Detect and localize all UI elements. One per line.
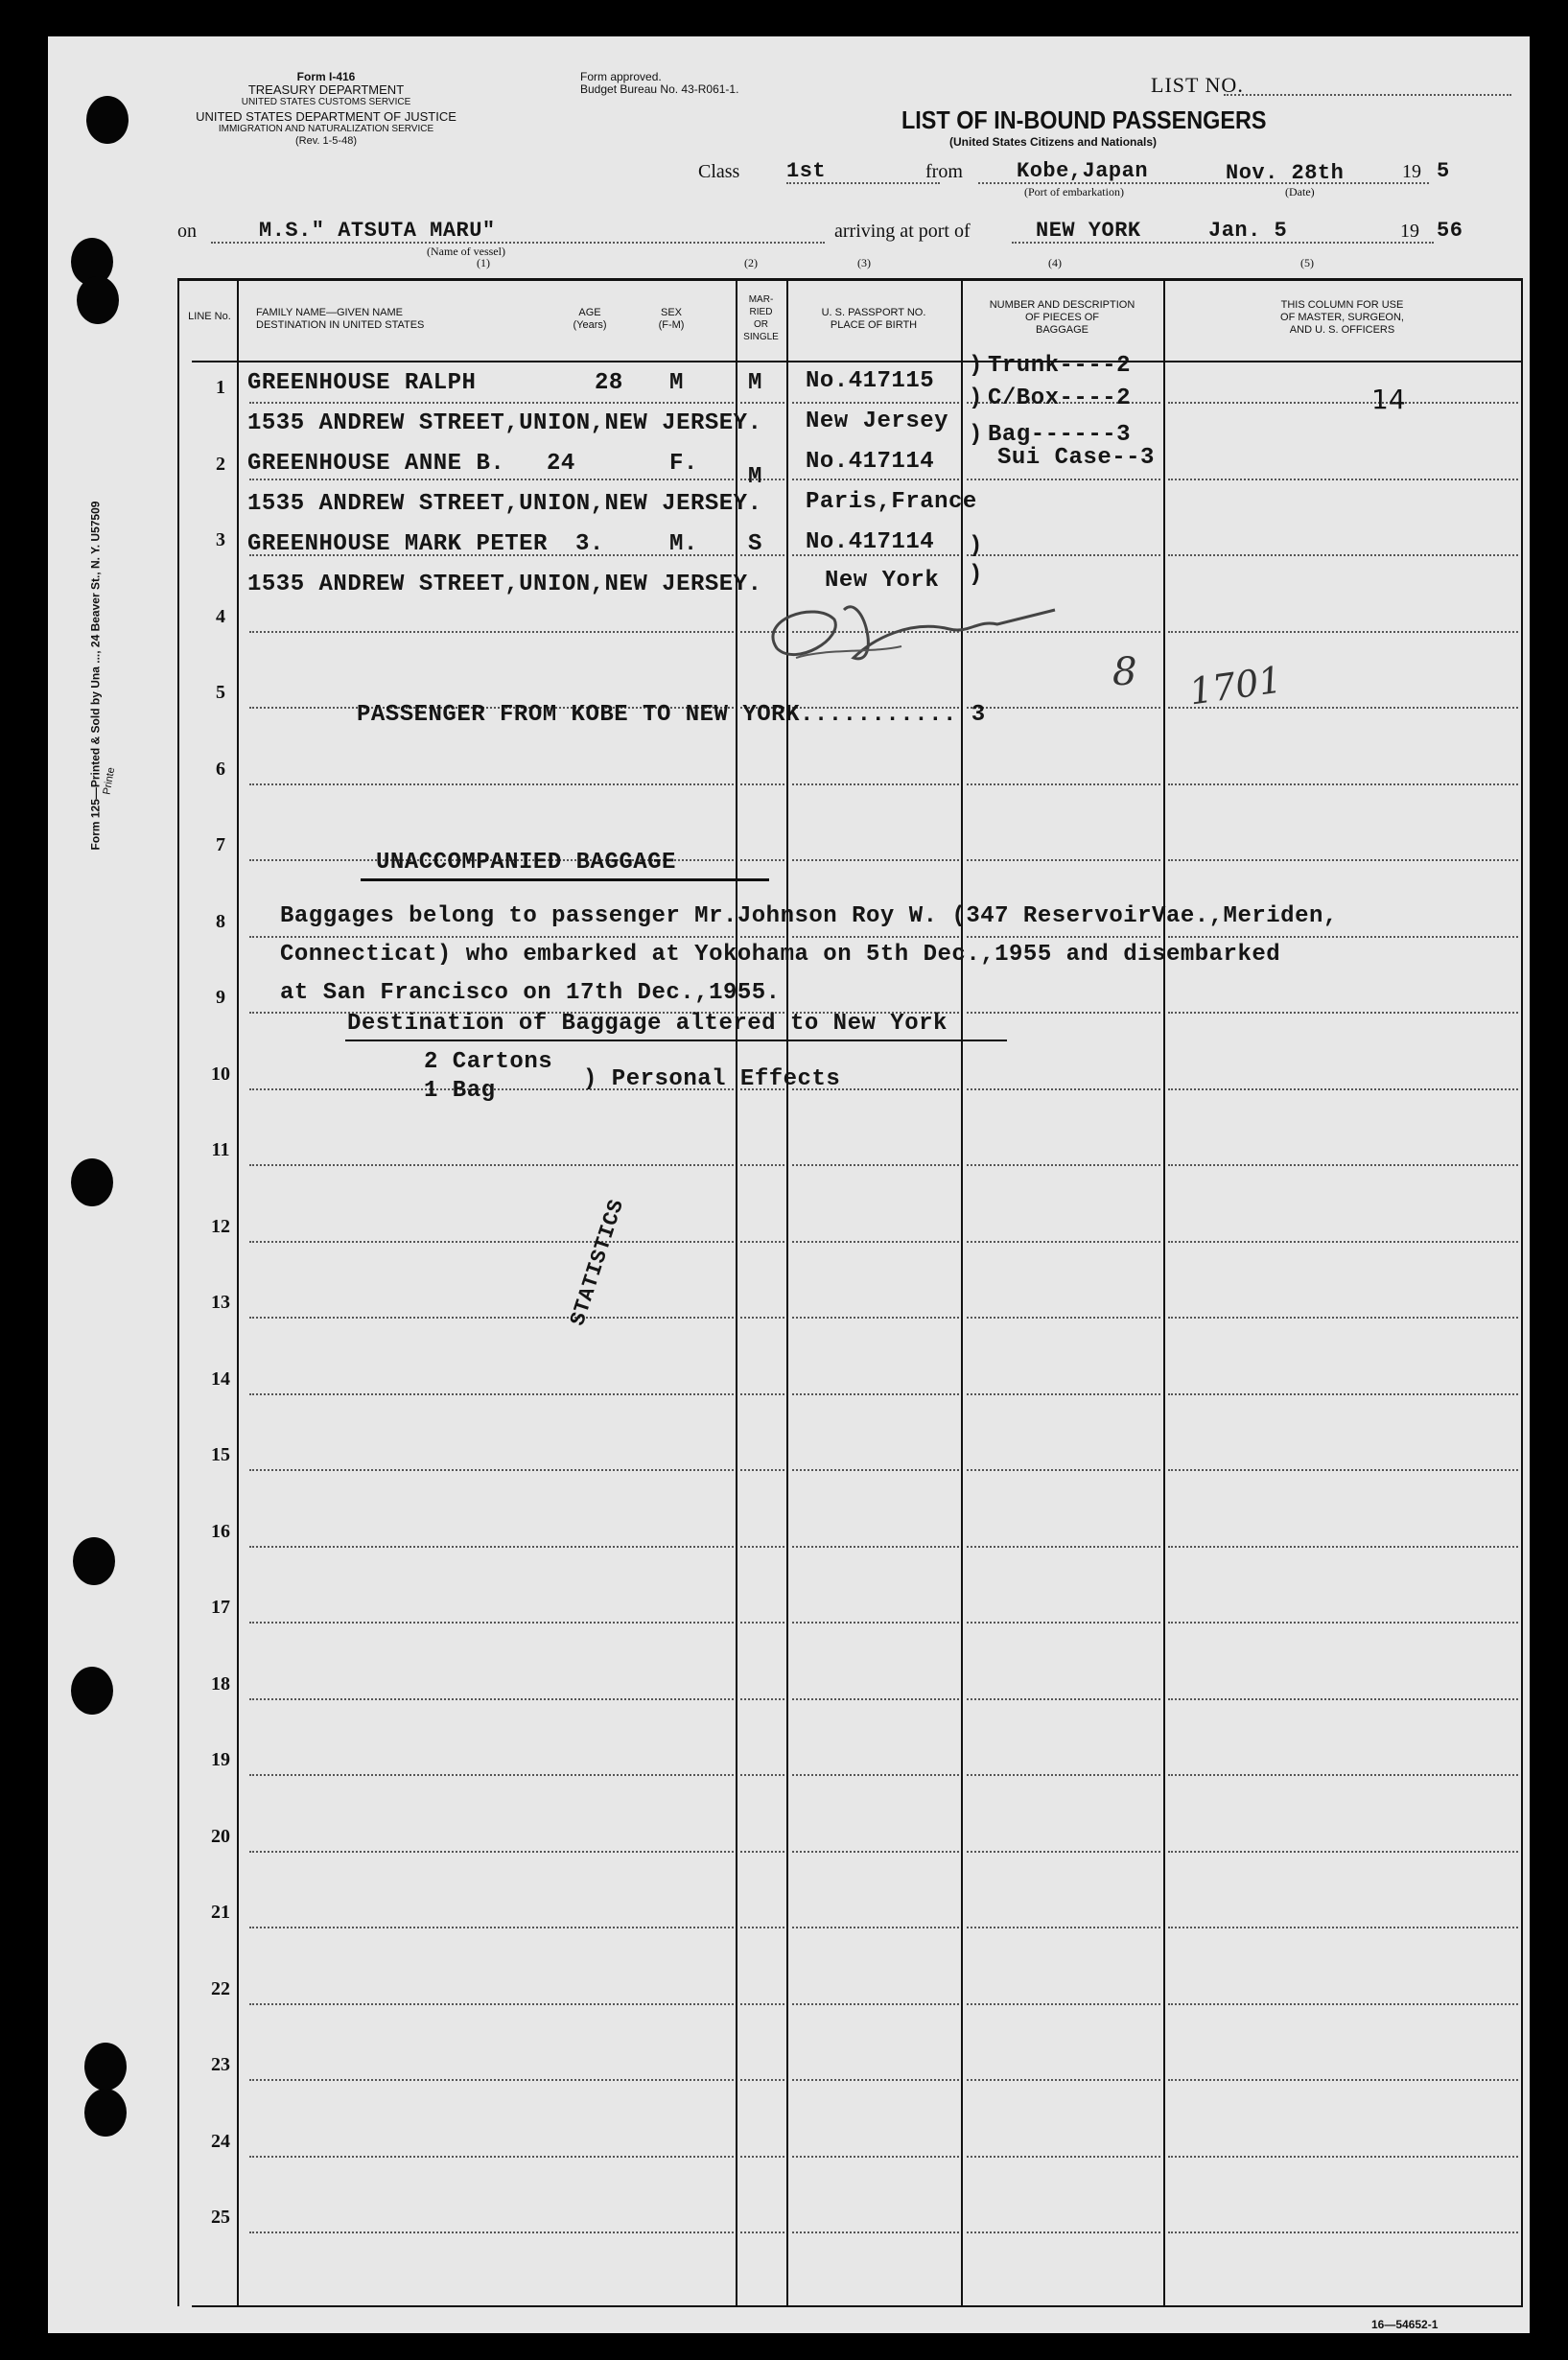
row-line <box>249 1927 734 1928</box>
brace-mark: ) <box>969 386 983 411</box>
row-line <box>1168 2231 1518 2233</box>
justice-dept: UNITED STATES DEPARTMENT OF JUSTICE <box>196 109 456 124</box>
row-line <box>1168 631 1518 633</box>
baggage-item: C/Box----2 <box>988 386 1132 411</box>
signature <box>738 581 1141 687</box>
row-line <box>792 1469 959 1471</box>
passenger-marital: M <box>748 370 762 396</box>
officer-note: 14 <box>1371 384 1406 415</box>
row-line <box>792 1546 959 1548</box>
year-value: 5 <box>1437 159 1450 183</box>
passenger-name: GREENHOUSE ANNE B. <box>247 451 505 477</box>
row-line <box>1168 1088 1518 1090</box>
row-line <box>1168 1241 1518 1243</box>
row-line <box>967 1622 1160 1624</box>
passenger-birthplace: New Jersey <box>806 409 949 434</box>
row-line <box>792 1851 959 1853</box>
form-subtitle: (United States Citizens and Nationals) <box>949 135 1158 149</box>
line-number: 20 <box>211 1826 230 1847</box>
from-label: from <box>925 161 963 182</box>
line-number: 15 <box>211 1444 230 1465</box>
row-line <box>740 1393 784 1395</box>
passenger-address: 1535 ANDREW STREET,UNION,NEW JERSEY. <box>247 410 762 436</box>
form-page <box>48 36 1530 2333</box>
row-line <box>967 1088 1160 1090</box>
line-number: 17 <box>211 1597 230 1618</box>
baggage-item: 2 Cartons <box>424 1049 553 1075</box>
table-right-rule <box>1521 278 1523 2306</box>
row-line <box>1168 554 1518 556</box>
row-line <box>249 631 734 633</box>
header-officers: THIS COLUMN FOR USE OF MASTER, SURGEON, AND U. S. OFFICERS <box>1280 299 1404 336</box>
row-line <box>740 1469 784 1471</box>
line-number: 1 <box>216 377 225 398</box>
list-no-line <box>1224 94 1511 96</box>
passenger-age: 28 <box>595 370 623 396</box>
embark-date: Nov. 28th <box>1226 161 1345 185</box>
line-number: 10 <box>211 1063 230 1085</box>
baggage-item: Bag------3 <box>988 422 1132 448</box>
row-line <box>967 707 1160 709</box>
passenger-address: 1535 ANDREW STREET,UNION,NEW JERSEY. <box>247 491 762 517</box>
passenger-name: GREENHOUSE RALPH <box>247 370 477 396</box>
row-line <box>740 1851 784 1853</box>
line-number: 16 <box>211 1521 230 1542</box>
header-rule <box>1163 361 1521 362</box>
form-title: LIST OF IN-BOUND PASSENGERS <box>901 105 1267 134</box>
arrival-port: NEW YORK <box>1036 219 1141 243</box>
line-number: 9 <box>216 987 225 1008</box>
row-line <box>740 479 784 480</box>
passenger-age: 3. <box>575 531 604 557</box>
row-line <box>249 2156 734 2158</box>
printer-imprint: Form 125—Printed & Sold by Una ..., 24 Beaver St., N. Y. U57509 <box>88 501 103 851</box>
footer-code: 16—54652-1 <box>1371 2318 1439 2331</box>
vessel-caption: (Name of vessel) <box>427 245 505 258</box>
year-prefix: 19 <box>1400 221 1419 242</box>
col-rule <box>1163 278 1165 2306</box>
passenger-address: 1535 ANDREW STREET,UNION,NEW JERSEY. <box>247 572 762 597</box>
line-number: 7 <box>216 834 225 855</box>
year-prefix: 19 <box>1402 161 1421 182</box>
row-line <box>792 2003 959 2005</box>
row-line <box>967 1851 1160 1853</box>
row-line <box>249 1546 734 1548</box>
row-line <box>967 1927 1160 1928</box>
line-number: 19 <box>211 1749 230 1770</box>
row-line <box>967 1012 1160 1014</box>
row-line <box>740 2003 784 2005</box>
row-line <box>792 402 959 404</box>
revision: (Rev. 1-5-48) <box>295 135 357 147</box>
brace-mark: ) <box>969 562 983 588</box>
row-line <box>967 783 1160 785</box>
passenger-marital: S <box>748 531 762 557</box>
passenger-sex: M. <box>669 531 698 557</box>
passenger-marital: M <box>748 464 762 490</box>
line-number: 14 <box>211 1368 230 1390</box>
col-num: (1) <box>477 256 490 269</box>
form-approved: Form approved. <box>580 70 662 83</box>
brace-mark: ) <box>969 533 983 559</box>
heading-underline <box>361 878 769 881</box>
line-number: 13 <box>211 1292 230 1313</box>
line-number: 6 <box>216 759 225 780</box>
header-sex: SEX (F-M) <box>658 307 685 331</box>
row-line <box>1168 1698 1518 1700</box>
line-number: 5 <box>216 682 225 703</box>
header-married: MAR- RIED OR SINGLE <box>743 294 779 342</box>
treasury-dept: TREASURY DEPARTMENT <box>247 82 405 97</box>
on-label: on <box>177 221 197 242</box>
row-line <box>1168 1469 1518 1471</box>
form-number: Form I-416 <box>296 70 356 83</box>
table-bottom-rule <box>192 2305 1523 2307</box>
row-line <box>740 1698 784 1700</box>
statistics-stamp: STATISTICS <box>566 1196 630 1329</box>
unaccompanied-text: Baggages belong to passenger Mr.Johnson Roy W. (347 ReservoirVae.,Meriden, <box>280 903 1338 929</box>
baggage-item: Sui Case--3 <box>997 445 1155 471</box>
row-line <box>967 554 1160 556</box>
handwritten-mark: 8 <box>1112 650 1137 694</box>
row-line <box>792 1317 959 1319</box>
form-agency-block <box>163 71 489 148</box>
line-number: 8 <box>216 911 225 932</box>
row-line <box>249 1241 734 1243</box>
customs-service: UNITED STATES CUSTOMS SERVICE <box>241 97 411 107</box>
baggage-item: Trunk----2 <box>988 353 1132 379</box>
row-line <box>792 859 959 861</box>
budget-number: Budget Bureau No. 43-R061-1. <box>580 82 739 96</box>
passenger-passport: No.417115 <box>806 368 935 394</box>
passenger-passport: No.417114 <box>806 449 935 475</box>
row-line <box>249 1164 734 1166</box>
row-line <box>967 1241 1160 1243</box>
row-line <box>740 402 784 404</box>
ins-service: IMMIGRATION AND NATURALIZATION SERVICE <box>218 124 434 134</box>
punch-hole <box>71 1158 113 1206</box>
row-line <box>740 1546 784 1548</box>
line-number: 18 <box>211 1673 230 1694</box>
row-line <box>740 1241 784 1243</box>
row-line <box>792 2079 959 2081</box>
row-line <box>249 402 734 404</box>
row-line <box>967 2231 1160 2233</box>
row-line <box>967 936 1160 938</box>
row-line <box>740 783 784 785</box>
passenger-sex: M <box>669 370 684 396</box>
passenger-sex: F. <box>669 451 698 477</box>
row-line <box>967 1164 1160 1166</box>
punch-hole <box>84 2043 127 2091</box>
header-line-no: LINE No. <box>188 311 231 322</box>
row-line <box>967 1317 1160 1319</box>
passenger-summary: PASSENGER FROM KOBE TO NEW YORK........... 3 <box>357 702 986 728</box>
row-line <box>249 479 734 480</box>
row-line <box>1168 1622 1518 1624</box>
arriving-label: arriving at port of <box>834 221 971 242</box>
row-line <box>740 1774 784 1776</box>
row-line <box>1168 2156 1518 2158</box>
passenger-name: GREENHOUSE MARK PETER <box>247 531 548 557</box>
personal-effects: ) Personal Effects <box>583 1066 841 1092</box>
port-of-embarkation: Kobe,Japan <box>1017 159 1149 183</box>
unaccompanied-text: Connecticat) who embarked at Yokohama on 5th Dec.,1955 and disembarked <box>280 942 1281 968</box>
line-number: 2 <box>216 454 225 475</box>
row-line <box>967 479 1160 480</box>
row-line <box>1168 2003 1518 2005</box>
row-line <box>1168 1774 1518 1776</box>
punch-hole <box>73 1537 115 1585</box>
row-line <box>792 1241 959 1243</box>
row-line <box>1168 1927 1518 1928</box>
date-caption: (Date) <box>1285 185 1315 199</box>
line-number: 21 <box>211 1902 230 1923</box>
row-line <box>1168 936 1518 938</box>
table-left-rule <box>177 278 179 2306</box>
row-line <box>967 1469 1160 1471</box>
unaccompanied-heading: UNACCOMPANIED BAGGAGE <box>376 850 676 876</box>
class-value: 1st <box>786 159 827 183</box>
row-line <box>740 2156 784 2158</box>
baggage-destination: Destination of Baggage altered to New York <box>347 1011 948 1037</box>
line-number: 4 <box>216 606 225 627</box>
row-line <box>249 1469 734 1471</box>
passenger-age: 24 <box>547 451 575 477</box>
passenger-birthplace: Paris,France <box>806 489 977 515</box>
row-line <box>249 2231 734 2233</box>
row-line <box>740 936 784 938</box>
row-line <box>1168 1851 1518 1853</box>
header-rule <box>192 361 964 362</box>
row-line <box>249 1851 734 1853</box>
vessel-name: M.S." ATSUTA MARU" <box>259 219 496 243</box>
list-no-label: LIST NO. <box>1151 73 1244 97</box>
line-number: 22 <box>211 1978 230 1999</box>
row-line <box>792 2156 959 2158</box>
row-line <box>1168 1317 1518 1319</box>
row-line <box>792 479 959 480</box>
header-name: FAMILY NAME—GIVEN NAME DESTINATION IN UNITED STATES <box>256 307 425 331</box>
line-number: 25 <box>211 2207 230 2228</box>
port-embark-caption: (Port of embarkation) <box>1024 185 1124 199</box>
row-line <box>967 1546 1160 1548</box>
row-line <box>1168 1546 1518 1548</box>
row-line <box>1168 1164 1518 1166</box>
row-line <box>1168 783 1518 785</box>
row-line <box>967 859 1160 861</box>
row-line <box>740 1927 784 1928</box>
line-number: 23 <box>211 2054 230 2075</box>
header-passport: U. S. PASSPORT NO. PLACE OF BIRTH <box>821 307 926 331</box>
class-label: Class <box>698 161 740 182</box>
row-line <box>967 1393 1160 1395</box>
row-line <box>1168 479 1518 480</box>
row-line <box>792 1698 959 1700</box>
row-line <box>1168 1393 1518 1395</box>
row-line <box>740 554 784 556</box>
row-line <box>740 2231 784 2233</box>
row-line <box>792 1927 959 1928</box>
punch-hole <box>77 276 119 324</box>
line-number: 3 <box>216 529 225 550</box>
approval-block <box>580 71 738 96</box>
row-line <box>792 783 959 785</box>
row-line <box>792 1164 959 1166</box>
row-line <box>792 2231 959 2233</box>
row-line <box>967 2079 1160 2081</box>
col-num: (5) <box>1300 256 1314 269</box>
punch-hole <box>84 2089 127 2137</box>
row-line <box>249 783 734 785</box>
brace-mark: ) <box>969 353 983 379</box>
col-num: (4) <box>1048 256 1062 269</box>
unaccompanied-text: at San Francisco on 17th Dec.,1955. <box>280 980 781 1006</box>
row-line <box>1168 1012 1518 1014</box>
row-line <box>249 1622 734 1624</box>
row-line <box>249 1774 734 1776</box>
col-num: (2) <box>744 256 758 269</box>
header-baggage: NUMBER AND DESCRIPTION OF PIECES OF BAGGAGE <box>989 299 1135 336</box>
row-line <box>249 936 734 938</box>
line-number: 12 <box>211 1216 230 1237</box>
punch-hole <box>86 96 129 144</box>
row-line <box>740 1164 784 1166</box>
destination-underline <box>345 1040 1007 1041</box>
row-line <box>967 2156 1160 2158</box>
handwritten-mark: 1701 <box>1186 658 1285 713</box>
row-line <box>740 1317 784 1319</box>
row-line <box>792 936 959 938</box>
row-line <box>1168 859 1518 861</box>
punch-hole <box>71 1667 113 1715</box>
row-line <box>967 2003 1160 2005</box>
row-line <box>249 2003 734 2005</box>
table-top-rule <box>177 278 1523 281</box>
row-line <box>249 1393 734 1395</box>
row-line <box>967 1774 1160 1776</box>
row-line <box>1168 402 1518 404</box>
row-line <box>740 859 784 861</box>
row-line <box>1168 2079 1518 2081</box>
row-line <box>792 1774 959 1776</box>
year-value: 56 <box>1437 219 1463 243</box>
row-line <box>249 2079 734 2081</box>
row-line <box>967 1698 1160 1700</box>
printer-imprint-note: Printe <box>101 766 118 796</box>
baggage-item: 1 Bag <box>424 1078 496 1104</box>
row-line <box>249 1698 734 1700</box>
row-line <box>249 1317 734 1319</box>
col-num: (3) <box>857 256 871 269</box>
row-line <box>792 1393 959 1395</box>
arrival-date: Jan. 5 <box>1208 219 1288 243</box>
line-number: 11 <box>211 1139 230 1160</box>
row-line <box>740 2079 784 2081</box>
row-line <box>792 1622 959 1624</box>
brace-mark: ) <box>969 422 983 448</box>
passenger-birthplace: New York <box>825 568 940 594</box>
header-age: AGE (Years) <box>573 307 607 331</box>
row-line <box>740 1622 784 1624</box>
passenger-passport: No.417114 <box>806 529 935 555</box>
line-number: 24 <box>211 2131 230 2152</box>
